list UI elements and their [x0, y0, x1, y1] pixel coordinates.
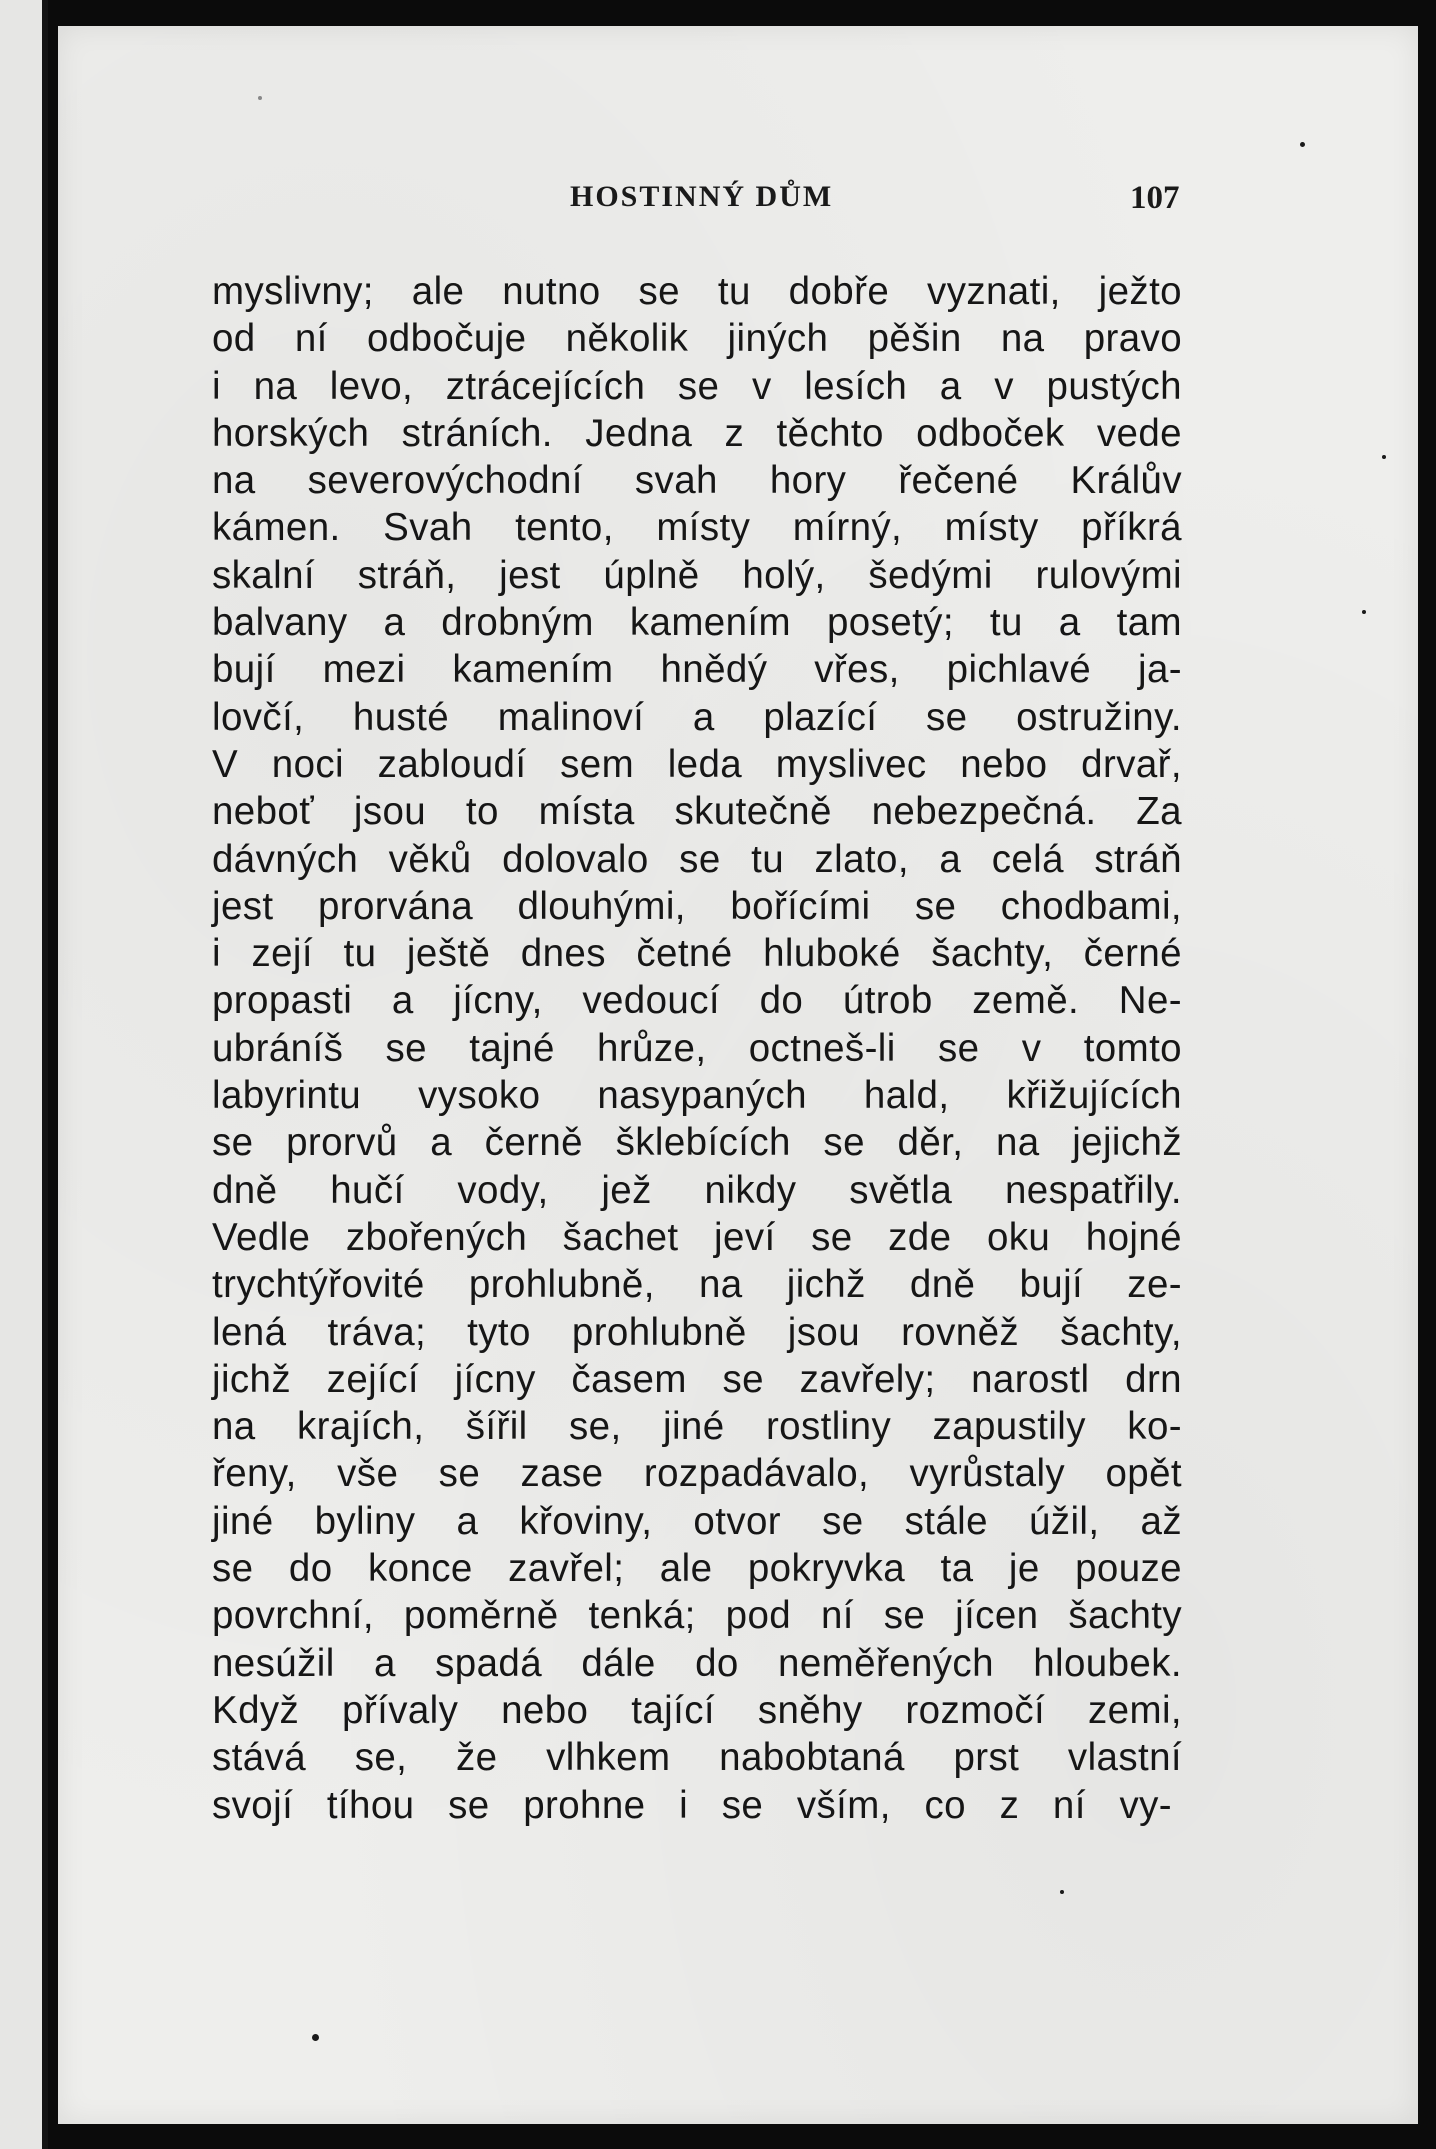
text-line: jest prorvána dlouhými, bořícími se chodbami, [212, 884, 1182, 928]
scan-speck [1362, 610, 1366, 614]
text-line: se prorvů a černě šklebících se děr, na jejichž [212, 1121, 1182, 1165]
text-line: lená tráva; tyto prohlubně jsou rovněž šachty, [212, 1310, 1182, 1354]
text-line: balvany a drobným kamením posetý; tu a tam [212, 601, 1182, 645]
scan-speck [1382, 455, 1386, 459]
scan-speck [312, 2034, 319, 2041]
text-line: propasti a jícny, vedoucí do útrob země. Ne- [212, 979, 1182, 1023]
text-line: trychtýřovité prohlubně, na jichž dně bují ze- [212, 1263, 1182, 1307]
facing-page-edge [0, 0, 48, 2149]
text-line: jiné byliny a křoviny, otvor se stále úžil, až [212, 1499, 1182, 1543]
text-line: dně hučí vody, jež nikdy světla nespatřily. [212, 1168, 1182, 1212]
scan-speck [1060, 1890, 1064, 1894]
text-line: Vedle zbořených šachet jeví se zde oku hojné [212, 1215, 1182, 1259]
text-line: kámen. Svah tento, místy mírný, místy příkrá [212, 506, 1182, 550]
text-line: na severovýchodní svah hory řečené Králův [212, 459, 1182, 503]
body-text [212, 268, 1182, 1829]
text-line: neboť jsou to místa skutečně nebezpečná. Za [212, 790, 1182, 834]
text-line: V noci zabloudí sem leda myslivec nebo drvař, [212, 742, 1182, 786]
text-line: na krajích, šířil se, jiné rostliny zapustily ko- [212, 1405, 1182, 1449]
page-number: 107 [1130, 180, 1180, 216]
running-title: HOSTINNÝ DŮM [570, 180, 834, 213]
text-line: se do konce zavřel; ale pokryvka ta je pouze [212, 1547, 1182, 1591]
text-line: od ní odbočuje několik jiných pěšin na pravo [212, 317, 1182, 361]
text-line: řeny, vše se zase rozpadávalo, vyrůstaly opět [212, 1452, 1182, 1496]
text-line: skalní stráň, jest úplně holý, šedými rulovými [212, 553, 1182, 597]
text-line: jichž zející jícny časem se zavřely; narostl drn [212, 1357, 1182, 1401]
text-line: povrchní, poměrně tenká; pod ní se jícen šachty [212, 1594, 1182, 1638]
text-line: i na levo, ztrácejících se v lesích a v pustých [212, 364, 1182, 408]
scan-speck [258, 96, 262, 100]
scan-speck [1300, 142, 1305, 147]
text-line: myslivny; ale nutno se tu dobře vyznati, ježto [212, 270, 1182, 313]
text-line: lovčí, husté malinoví a plazící se ostružiny. [212, 695, 1182, 739]
text-line: bují mezi kamením hnědý vřes, pichlavé ja- [212, 648, 1182, 692]
text-line: stává se, že vlhkem nabobtaná prst vlastní [212, 1736, 1182, 1780]
text-line: nesúžil a spadá dále do neměřených hloubek. [212, 1641, 1182, 1685]
text-line: horských stráních. Jedna z těchto odboček vede [212, 411, 1182, 455]
text-line: labyrintu vysoko nasypaných hald, křižujících [212, 1074, 1182, 1118]
text-line: svojí tíhou se prohne i se vším, co z ní vy- [212, 1783, 1172, 1827]
text-line: i zejí tu ještě dnes četné hluboké šachty, černé [212, 932, 1182, 976]
text-line: dávných věků dolovalo se tu zlato, a celá stráň [212, 837, 1182, 881]
text-line: Když přívaly nebo tající sněhy rozmočí zemi, [212, 1688, 1182, 1732]
text-line: ubráníš se tajné hrůze, octneš-li se v tomto [212, 1026, 1182, 1070]
